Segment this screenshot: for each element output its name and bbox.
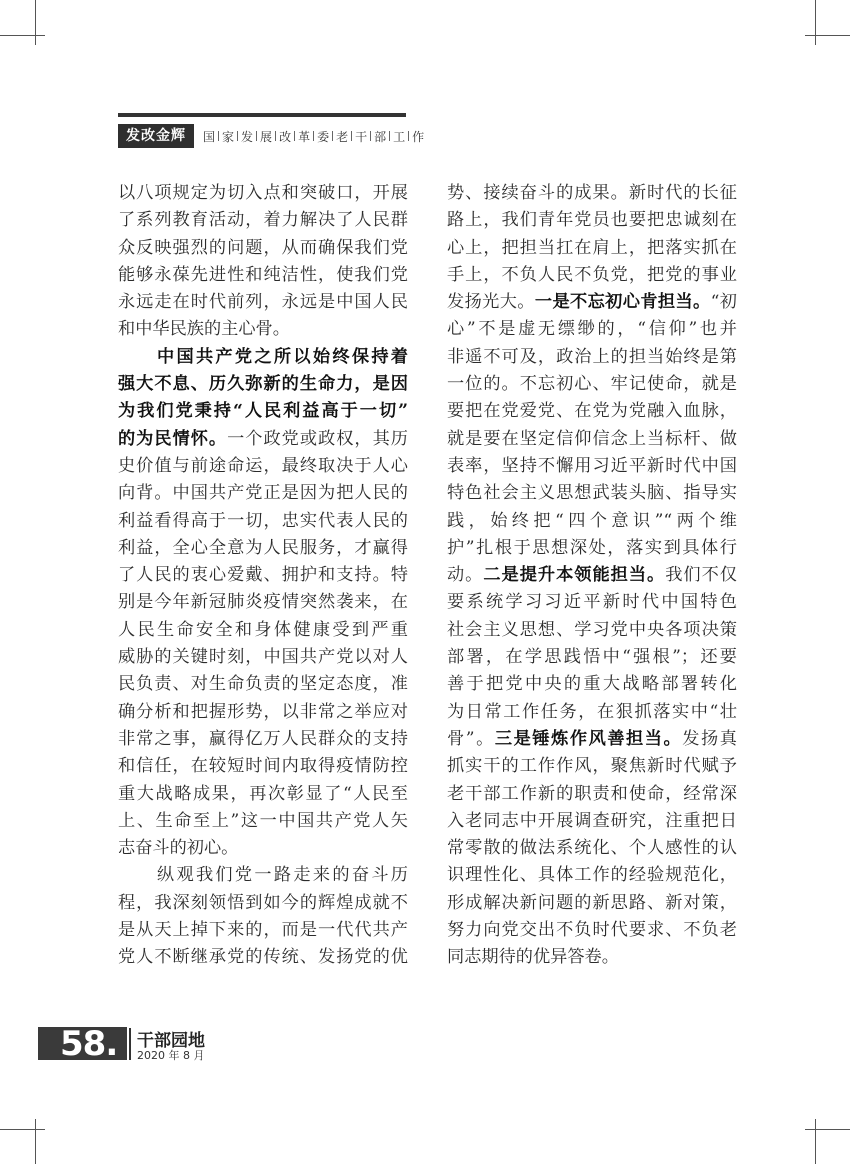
crop-mark	[815, 1119, 816, 1164]
text-line: 党人不断继承党的传统、发扬党的优	[118, 947, 408, 968]
page-number: 58.	[60, 1024, 118, 1064]
text-run: “初	[710, 292, 737, 313]
header-char: 干	[355, 129, 368, 144]
text-line: 民负责、对生命负责的坚定态度，准	[118, 674, 408, 695]
text-line: 永远走在时代前列，永远是中国人民	[118, 292, 408, 313]
header-char: 老	[336, 129, 349, 144]
text-line	[447, 726, 737, 753]
text-line: 为日常工作任务，在狠抓落实中“壮	[447, 701, 737, 722]
text-line: 老干部工作新的职责和使命，经常深	[447, 783, 737, 804]
text-line: 入老同志中开展调查研究，注重把日	[447, 810, 737, 831]
emphasis-text: 强大不息、历久弥新的生命力，是因	[118, 374, 408, 395]
header-separator	[237, 131, 238, 141]
header-separator	[218, 131, 219, 141]
header-char: 改	[279, 129, 292, 144]
text-run: 动。	[447, 565, 484, 586]
text-line: 同志期待的优异答卷。	[447, 947, 619, 968]
text-line: 以八项规定为切入点和突破口，开展	[118, 183, 408, 203]
text-line: 常零散的做法系统化、个人感性的认	[447, 838, 737, 859]
header-char: 部	[374, 129, 387, 144]
crop-mark	[0, 1129, 45, 1130]
text-line	[118, 398, 408, 425]
text-line: 能够永葆先进性和纯洁性，使我们党	[118, 264, 408, 285]
text-run: 发扬真	[682, 728, 737, 749]
text-line: 部署，在学思践悟中“强根”；还要	[447, 647, 737, 668]
header-char: 展	[260, 129, 273, 144]
text-line: 特色社会主义思想武装头脑、指导实	[447, 483, 737, 504]
text-line: 程，我深刻领悟到如今的辉煌成就不	[118, 892, 408, 913]
header-char: 工	[393, 129, 406, 144]
footer-divider	[129, 1028, 131, 1060]
text-run: 发扬光大。	[447, 292, 535, 313]
emphasis-text: 三是锤炼作风善担当。	[494, 728, 683, 749]
text-line	[447, 289, 737, 316]
text-line: 利益，全心全意为人民服务，才赢得	[118, 537, 408, 558]
text-line: 向背。中国共产党正是因为把人民的	[118, 483, 408, 504]
text-line: 心上，把担当扛在肩上，把落实抓在	[447, 237, 737, 258]
text-line: 要把在党爱党、在党为党融入血脉，	[447, 401, 737, 422]
text-line: 威胁的关键时刻，中国共产党以对人	[118, 647, 408, 668]
text-line: 护”扎根于思想深处，落实到具体行	[447, 537, 737, 558]
text-line: 要系统学习习近平新时代中国特色	[447, 592, 737, 613]
text-line: 抓实干的工作作风，聚焦新时代赋予	[447, 756, 737, 777]
text-line: 非遥不可及，政治上的担当始终是第	[447, 346, 737, 367]
text-run: 我们不仅	[665, 565, 737, 586]
text-line: 就是要在坚定信仰信念上当标杆、做	[447, 428, 737, 449]
text-line: 确分析和把握形势，以非常之举应对	[118, 701, 408, 722]
text-line: 形成解决新问题的新思路、新对策，	[447, 892, 737, 913]
header-separator	[389, 131, 390, 141]
text-line: 利益看得高于一切，忠实代表人民的	[118, 510, 408, 531]
text-line: 众反映强烈的问题，从而确保我们党	[118, 237, 408, 258]
text-line	[118, 371, 408, 398]
header-char: 国	[203, 129, 216, 144]
header-separator	[408, 131, 409, 141]
text-line: 了系列教育活动，着力解决了人民群	[118, 210, 408, 231]
text-line: 努力向党交出不负时代要求、不负老	[447, 920, 737, 941]
header-char: 革	[298, 129, 311, 144]
text-line: 势、接续奋斗的成果。新时代的长征	[447, 183, 737, 203]
text-line: 善于把党中央的重大战略部署转化	[447, 674, 737, 695]
emphasis-text: 为我们党秉持“人民利益高于一切”	[118, 401, 408, 422]
crop-mark	[0, 35, 45, 36]
right-column	[447, 180, 737, 972]
text-line: 非常之事，赢得亿万人民群众的支持	[118, 728, 408, 749]
crop-mark	[805, 35, 850, 36]
text-line: 践，始终把“四个意识”“两个维	[447, 510, 737, 531]
text-line: 纵观我们党一路走来的奋斗历	[118, 865, 408, 886]
text-line	[118, 344, 408, 371]
text-line: 手上，不负人民不负党，把党的事业	[447, 264, 737, 285]
text-line: 路上，我们青年党员也要把忠诚刻在	[447, 210, 737, 231]
text-line: 心”不是虚无缥缈的，“信仰”也并	[447, 319, 737, 340]
header-separator	[294, 131, 295, 141]
text-line: 和信任，在较短时间内取得疫情防控	[118, 756, 408, 777]
emphasis-text: 中国共产党之所以始终保持着	[118, 346, 408, 367]
text-line: 和中华民族的主心骨。	[118, 319, 290, 340]
text-run: 骨”。	[447, 728, 495, 749]
header-char: 作	[412, 129, 425, 144]
text-line: 表率，坚持不懈用习近平新时代中国	[447, 455, 737, 476]
header-rule	[118, 113, 406, 117]
text-line: 人民生命安全和身体健康受到严重	[118, 619, 408, 640]
crop-mark	[35, 1119, 36, 1164]
crop-mark	[815, 0, 816, 45]
magazine-title: 干部园地	[137, 1031, 205, 1051]
text-line: 识理性化、具体工作的经验规范化，	[447, 865, 737, 886]
header-char: 委	[317, 129, 330, 144]
text-line: 史价值与前途命运，最终取决于人心	[118, 455, 408, 476]
header-separator	[332, 131, 333, 141]
header-separator	[256, 131, 257, 141]
emphasis-text: 一是不忘初心肯担当。	[534, 292, 711, 313]
header-separator	[370, 131, 371, 141]
left-column	[118, 180, 408, 972]
running-header	[118, 124, 425, 148]
header-separator	[313, 131, 314, 141]
text-line: 别是今年新冠肺炎疫情突然袭来，在	[118, 592, 408, 613]
column-logo: 发改金辉	[118, 124, 194, 148]
text-line: 上、生命至上”这一中国共产党人矢	[118, 810, 408, 831]
emphasis-text: 的为民情怀。	[118, 428, 228, 449]
header-subtitle	[202, 128, 425, 145]
header-char: 发	[241, 129, 254, 144]
crop-mark	[35, 0, 36, 45]
emphasis-text: 二是提升本领能担当。	[483, 565, 666, 586]
text-line: 重大战略成果，再次彰显了“人民至	[118, 783, 408, 804]
text-run: 一个政党或政权，其历	[227, 428, 408, 449]
issue-date: 2020 年 8 月	[137, 1049, 205, 1062]
header-separator	[275, 131, 276, 141]
text-line: 一位的。不忘初心、牢记使命，就是	[447, 374, 737, 395]
crop-mark	[805, 1129, 850, 1130]
text-line: 了人民的衷心爱戴、拥护和支持。特	[118, 565, 408, 586]
text-line: 志奋斗的初心。	[118, 838, 239, 859]
text-line	[118, 426, 408, 453]
text-line: 是从天上掉下来的，而是一代代共产	[118, 920, 408, 941]
text-line: 社会主义思想、学习党中央各项决策	[447, 619, 737, 640]
header-separator	[351, 131, 352, 141]
header-char: 家	[222, 129, 235, 144]
text-line	[447, 562, 737, 589]
